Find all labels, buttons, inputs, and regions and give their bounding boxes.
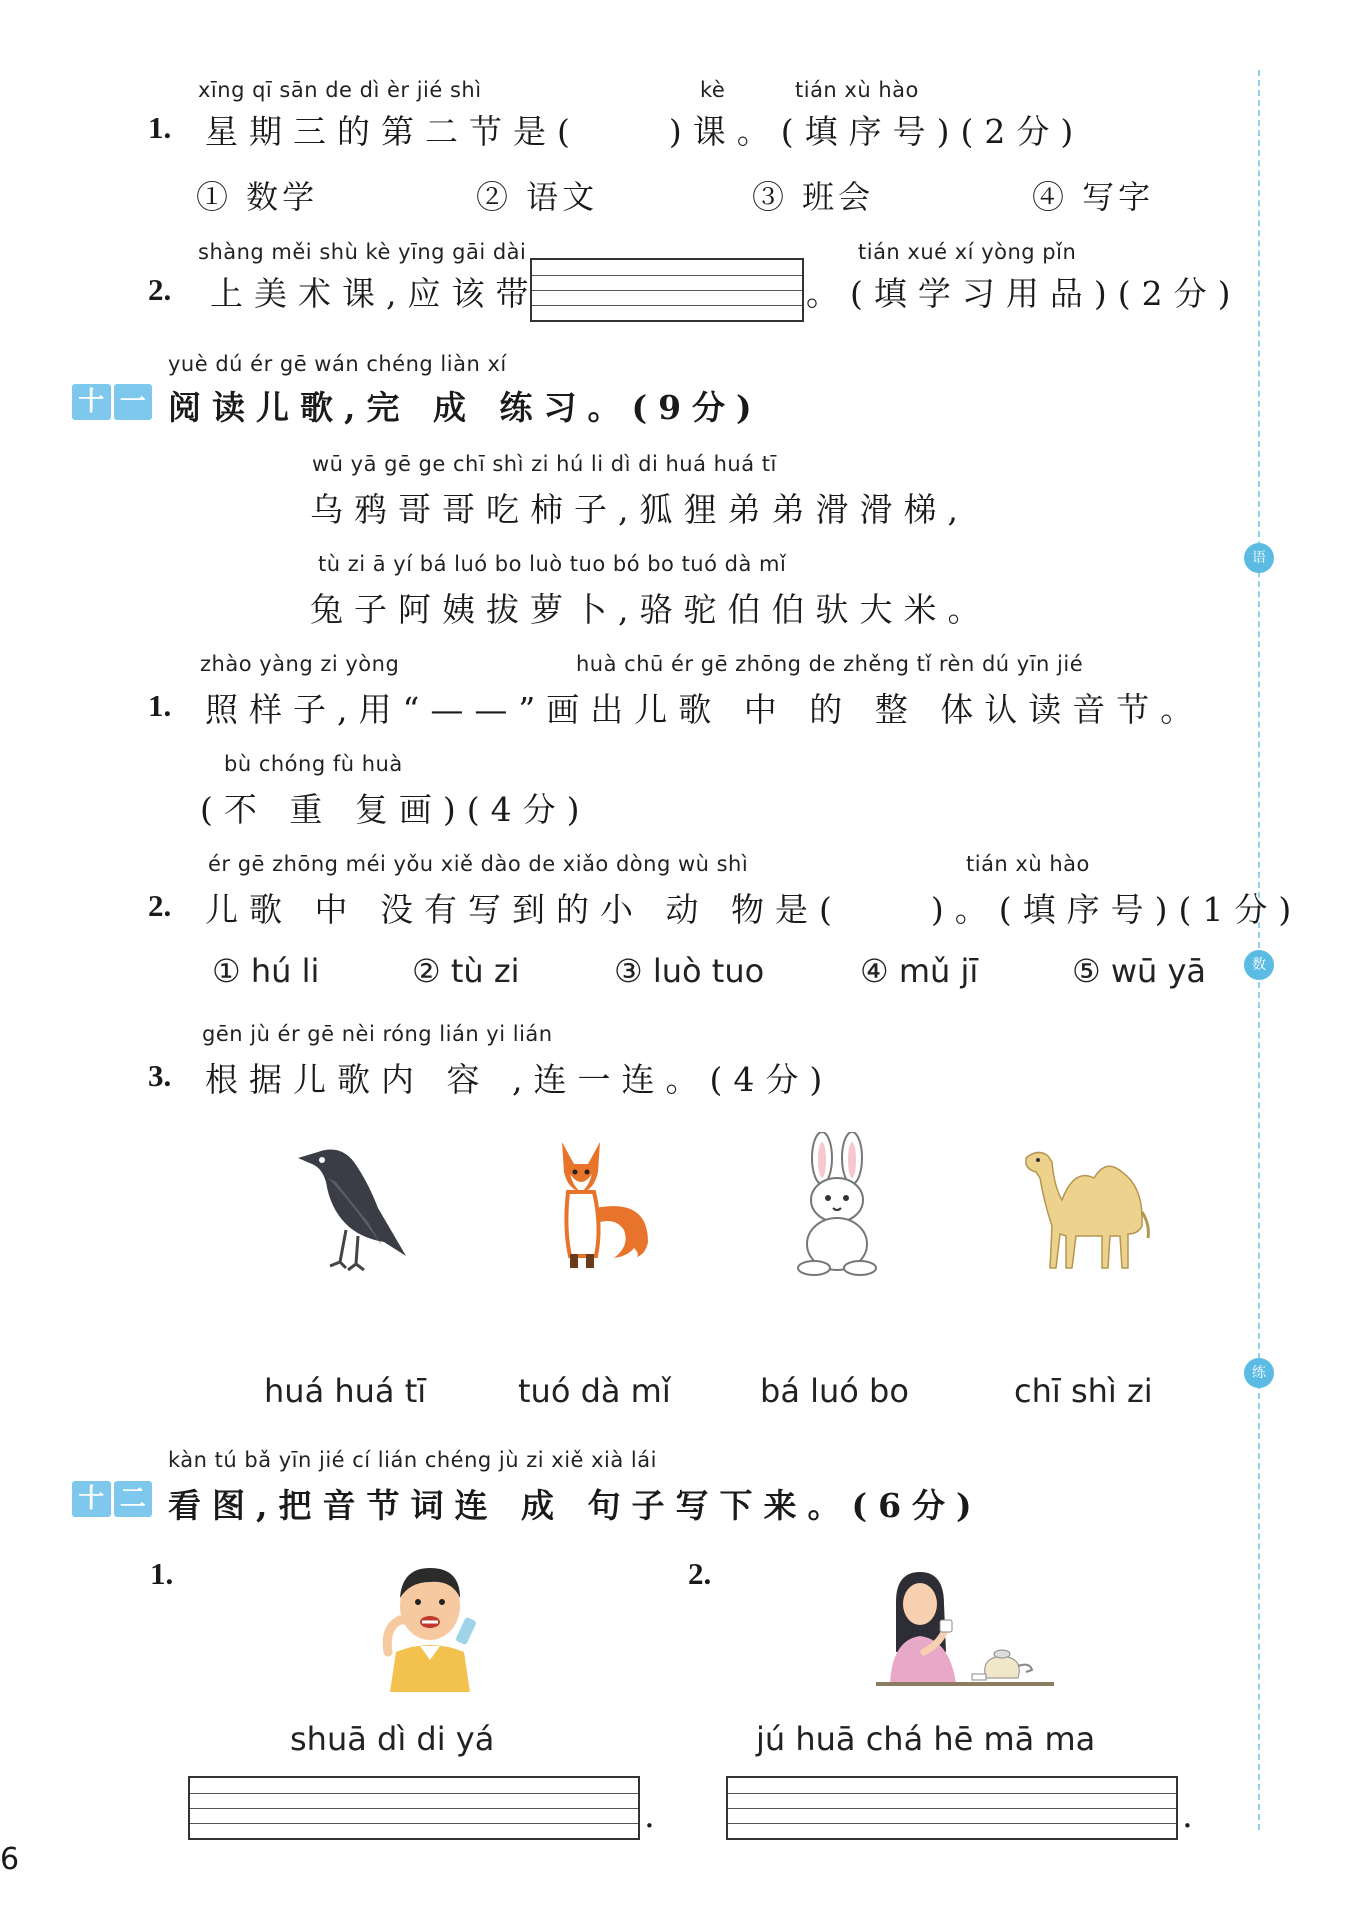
section12-pinyin: kàn tú bǎ yīn jié cí lián chéng jù zi xiě xià lái	[168, 1448, 657, 1472]
sub1-pinyin-a: zhào yàng zi yòng	[200, 652, 400, 676]
s12-item2-number: 2.	[688, 1556, 712, 1591]
q1-option-4[interactable]: ④ 写字	[1032, 178, 1155, 216]
q1-number: 1.	[148, 110, 172, 145]
q2-number: 2.	[148, 272, 172, 307]
sub1-text: 照样子,用“——”画出儿歌 中 的 整 体认读音节。	[205, 690, 1205, 729]
q2-text-b: 。(填学习用品)(2分)	[806, 274, 1242, 313]
q1-option-1[interactable]: ① 数学	[196, 178, 319, 216]
sub2-option-4[interactable]: ④ mǔ jī	[860, 952, 979, 990]
section11-title: 阅读儿歌,完 成 练习。(9分)	[168, 388, 763, 427]
side-tab-2: 数	[1244, 950, 1274, 980]
fox-picture[interactable]	[548, 1138, 658, 1273]
sub2-option-5[interactable]: ⑤ wū yā	[1072, 952, 1207, 990]
q1-option-2[interactable]: ② 语文	[476, 178, 599, 216]
phrase-4[interactable]: chī shì zi	[1014, 1372, 1153, 1410]
sub2-option-1[interactable]: ① hú li	[212, 952, 320, 990]
sub2-option-3[interactable]: ③ luò tuo	[614, 952, 765, 990]
sub2-pinyin-b: tián xù hào	[966, 852, 1090, 876]
sub2-pinyin-a: ér gē zhōng méi yǒu xiě dào de xiǎo dòng wù shì	[208, 852, 749, 876]
phrase-3[interactable]: bá luó bo	[760, 1372, 909, 1410]
badge-char-1: 十	[72, 1481, 111, 1517]
phrase-2[interactable]: tuó dà mǐ	[518, 1372, 671, 1410]
q2-answer-box[interactable]	[530, 258, 804, 322]
phrase-1[interactable]: huá huá tī	[264, 1372, 427, 1410]
badge-char-2: 二	[114, 1481, 153, 1517]
s12-item1-period: .	[644, 1796, 655, 1836]
s12-item2-period: .	[1182, 1796, 1193, 1836]
badge-char-2: 一	[114, 384, 153, 420]
q2-pinyin-a: shàng měi shù kè yīng gāi dài	[198, 240, 527, 264]
sub3-pinyin: gēn jù ér gē nèi róng lián yi lián	[202, 1022, 553, 1046]
sub1-pinyin-b: huà chū ér gē zhōng de zhěng tǐ rèn dú yīn jié	[576, 652, 1084, 676]
sub3-number: 3.	[148, 1058, 172, 1093]
s12-item1-number: 1.	[150, 1556, 174, 1591]
sub1-pinyin-c: bù chóng fù huà	[224, 752, 403, 776]
crow-picture[interactable]	[288, 1138, 416, 1278]
page-number: 6	[0, 1842, 20, 1877]
sub2-number: 2.	[148, 888, 172, 923]
q2-text-a: 上美术课,应该带	[210, 274, 540, 313]
rabbit-picture[interactable]	[788, 1132, 888, 1278]
section12-badge	[72, 1481, 152, 1517]
poem-line2-text: 兔子阿姨拔萝卜,骆驼伯伯驮大米。	[310, 590, 992, 629]
sub1-text-c: (不 重 复画)(4分)	[200, 790, 591, 829]
q1-pinyin-a: xīng qī sān de dì èr jié shì	[198, 78, 482, 102]
section12-title: 看图,把音节词连 成 句子写下来。(6分)	[168, 1486, 983, 1525]
section11-badge	[72, 384, 152, 420]
badge-char-1: 十	[72, 384, 111, 420]
sub2-option-2[interactable]: ② tù zi	[412, 952, 520, 990]
camel-picture[interactable]	[1018, 1142, 1158, 1274]
s12-item1-words[interactable]: shuā dì di yá	[290, 1720, 495, 1758]
section11-pinyin: yuè dú ér gē wán chéng liàn xí	[168, 352, 507, 376]
sub2-text: 儿歌 中 没有写到的小 动 物是( )。(填序号)(1分)	[205, 890, 1303, 929]
s12-item2-words[interactable]: jú huā chá hē mā ma	[756, 1720, 1096, 1758]
q1-pinyin-c: tián xù hào	[795, 78, 919, 102]
sub3-text: 根据儿歌内 容 ,连一连。(4分)	[205, 1060, 834, 1099]
mother-drinking-tea-picture	[868, 1566, 1058, 1690]
side-tab-1: 语	[1244, 543, 1274, 573]
side-tab-3: 练	[1244, 1358, 1274, 1388]
q1-text: 星期三的第二节是( )课。(填序号)(2分)	[205, 112, 1085, 151]
s12-item1-answer-box[interactable]	[188, 1776, 640, 1840]
q2-pinyin-b: tián xué xí yòng pǐn	[858, 240, 1077, 264]
q1-pinyin-b: kè	[700, 78, 726, 102]
boy-brushing-teeth-picture	[374, 1556, 486, 1692]
poem-line1-pinyin: wū yā gē ge chī shì zi hú li dì di huá huá tī	[312, 452, 777, 476]
s12-item2-answer-box[interactable]	[726, 1776, 1178, 1840]
sub1-number: 1.	[148, 688, 172, 723]
q1-option-3[interactable]: ③ 班会	[752, 178, 875, 216]
poem-line2-pinyin: tù zi ā yí bá luó bo luò tuo bó bo tuó dà mǐ	[318, 552, 787, 576]
poem-line1-text: 乌鸦哥哥吃柿子,狐狸弟弟滑滑梯,	[310, 490, 969, 529]
